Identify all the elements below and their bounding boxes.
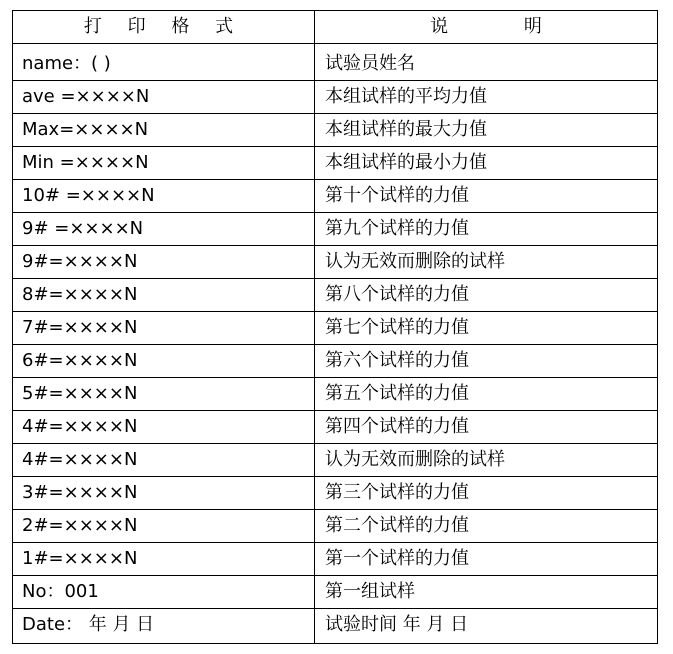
table-row bbox=[13, 44, 658, 81]
table-row bbox=[13, 345, 658, 378]
print-format-table bbox=[12, 10, 658, 644]
description-cell: 试验员姓名 bbox=[315, 44, 658, 81]
format-cell: 1#=××××N bbox=[13, 543, 315, 576]
table-row bbox=[13, 81, 658, 114]
format-cell: 6#=××××N bbox=[13, 345, 315, 378]
format-cell: 4#=××××N bbox=[13, 444, 315, 477]
table-header-row bbox=[13, 11, 658, 44]
table-row bbox=[13, 312, 658, 345]
format-cell: 2#=××××N bbox=[13, 510, 315, 543]
description-cell: 第六个试样的力值 bbox=[315, 345, 658, 378]
format-cell: 8#=××××N bbox=[13, 279, 315, 312]
table-row bbox=[13, 213, 658, 246]
description-cell: 第十个试样的力值 bbox=[315, 180, 658, 213]
table-row bbox=[13, 147, 658, 180]
format-cell: No：001 bbox=[13, 576, 315, 609]
format-cell: 9# =××××N bbox=[13, 213, 315, 246]
format-cell: name：( ) bbox=[13, 44, 315, 81]
table-row bbox=[13, 609, 658, 644]
description-cell: 第一个试样的力值 bbox=[315, 543, 658, 576]
description-cell: 认为无效而删除的试样 bbox=[315, 246, 658, 279]
table-row bbox=[13, 576, 658, 609]
header-print-format: 打 印 格 式 bbox=[13, 11, 315, 44]
description-cell: 认为无效而删除的试样 bbox=[315, 444, 658, 477]
description-cell: 本组试样的最大力值 bbox=[315, 114, 658, 147]
table-row bbox=[13, 411, 658, 444]
format-cell: 3#=××××N bbox=[13, 477, 315, 510]
table-row bbox=[13, 378, 658, 411]
table-row bbox=[13, 510, 658, 543]
table-row bbox=[13, 279, 658, 312]
description-cell: 第四个试样的力值 bbox=[315, 411, 658, 444]
table-row bbox=[13, 444, 658, 477]
format-cell: Max=××××N bbox=[13, 114, 315, 147]
description-cell: 第九个试样的力值 bbox=[315, 213, 658, 246]
format-cell: 5#=××××N bbox=[13, 378, 315, 411]
format-cell: Min =××××N bbox=[13, 147, 315, 180]
description-cell: 第七个试样的力值 bbox=[315, 312, 658, 345]
description-cell: 第八个试样的力值 bbox=[315, 279, 658, 312]
header-description: 说 明 bbox=[315, 11, 658, 44]
table-row bbox=[13, 543, 658, 576]
description-cell: 第二个试样的力值 bbox=[315, 510, 658, 543]
table-row bbox=[13, 180, 658, 213]
description-cell: 试验时间 年 月 日 bbox=[315, 609, 658, 644]
format-cell: 7#=××××N bbox=[13, 312, 315, 345]
description-cell: 第三个试样的力值 bbox=[315, 477, 658, 510]
format-cell: Date： 年 月 日 bbox=[13, 609, 315, 644]
table-row bbox=[13, 114, 658, 147]
description-cell: 本组试样的平均力值 bbox=[315, 81, 658, 114]
description-cell: 第五个试样的力值 bbox=[315, 378, 658, 411]
description-cell: 第一组试样 bbox=[315, 576, 658, 609]
table-row bbox=[13, 246, 658, 279]
format-cell: 4#=××××N bbox=[13, 411, 315, 444]
format-cell: 9#=××××N bbox=[13, 246, 315, 279]
description-cell: 本组试样的最小力值 bbox=[315, 147, 658, 180]
format-cell: ave =××××N bbox=[13, 81, 315, 114]
format-cell: 10# =××××N bbox=[13, 180, 315, 213]
table-row bbox=[13, 477, 658, 510]
